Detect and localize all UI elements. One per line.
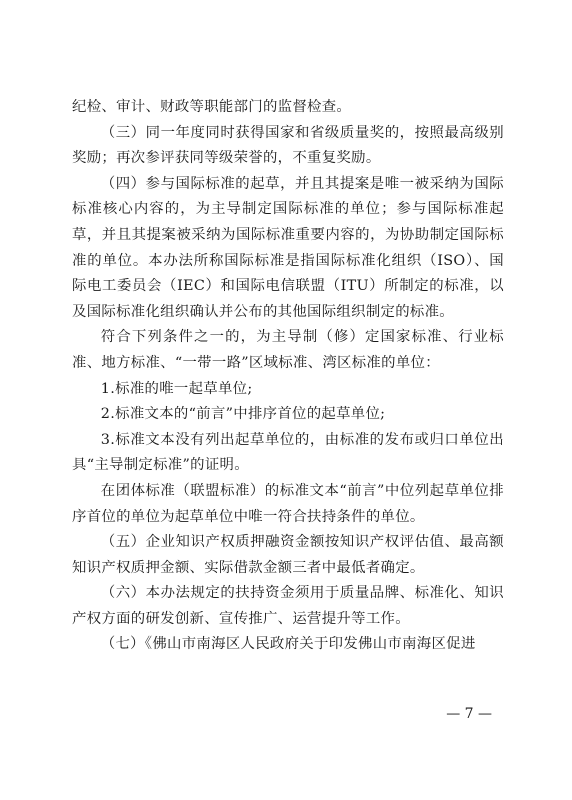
paragraph: 符合下列条件之一的，为主导制（修）定国家标准、行业标准、地方标准、“一带一路”区域标准、湾区标准的单位： [72, 329, 504, 371]
paragraph: 在团体标准（联盟标准）的标准文本“前言”中位列起草单位排序首位的单位为起草单位中唯一符合扶持条件的单位。 [72, 482, 504, 525]
list-item: 1.标准的唯一起草单位; [100, 380, 253, 397]
page-number: — 7 — [446, 706, 492, 722]
list-item: 2.标准文本的“前言”中排序首位的起草单位; [100, 406, 386, 423]
paragraph: 纪检、审计、财政等职能部门的监督检查。 [72, 99, 352, 115]
paragraph: （五）企业知识产权质押融资金额按知识产权评估值、最高额知识产权质押金额、实际借款金额三者中最低者确定。 [72, 534, 504, 576]
paragraph: （七）《佛山市南海区人民政府关于印发佛山市南海区促进 [100, 636, 476, 653]
paragraph: （三）同一年度同时获得国家和省级质量奖的，按照最高级别奖励；再次参评获同等级荣誉的，不重复奖励。 [72, 124, 504, 167]
paragraph: （四）参与国际标准的起草，并且其提案是唯一被采纳为国际标准核心内容的，为主导制定国际标准的单位；参与国际标准起草，并且其提案被采纳为国际标准重要内容的，为协助制定国际标准的单位。本办法所称国际标准是指国际标准化组织（ISO）、国际电工委员会（IEC）和国际电信联盟（ITU）所制定的标准，以及国际标准化组织确认并公布的其他国际组织制定的标准。 [72, 175, 504, 320]
paragraph: （六）本办法规定的扶持资金须用于质量品牌、标准化、知识产权方面的研发创新、宣传推广、运营提升等工作。 [72, 585, 504, 627]
list-item: 3.标准文本没有列出起草单位的，由标准的发布或归口单位出具“主导制定标准”的证明。 [72, 431, 504, 474]
document-body [72, 95, 504, 658]
